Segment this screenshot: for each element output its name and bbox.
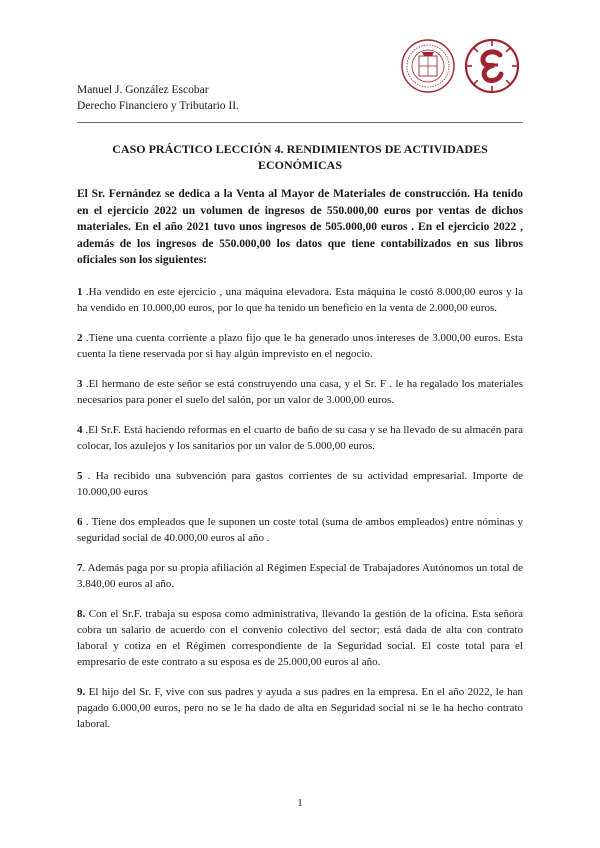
case-item-5: [77, 468, 523, 500]
case-item-2: [77, 330, 523, 362]
faculty-emblem-icon: [464, 38, 520, 94]
case-items-list: [77, 284, 523, 746]
case-item-text: . Tiene dos empleados que le suponen un coste total (suma de ambos empleados) entre nóminas y seguridad social de 40.000,00 euros al año .: [77, 516, 523, 544]
case-item-9: [77, 684, 523, 732]
case-item-number: 1: [77, 286, 83, 298]
header-divider: [77, 122, 523, 123]
case-item-text: El hijo del Sr. F, vive con sus padres y ayuda a sus padres en la empresa. En el año 2022, le han pagado 6.000,00 euros, pero no se le ha dado de alta en Seguridad social ni se le ha hecho contrato laboral.: [77, 686, 523, 730]
document-title: CASO PRÁCTICO LECCIÓN 4. RENDIMIENTOS DE ACTIVIDADES ECONÓMICAS: [112, 142, 488, 172]
case-item-text: .El hermano de este señor se está construyendo una casa, y el Sr. F . le ha regalado los materiales necesarios para poner el suelo del salón, por un valor de 3.000,00 euros.: [77, 378, 523, 406]
case-item-number: 6: [77, 516, 83, 528]
case-item-8: [77, 606, 523, 670]
course-name: Derecho Financiero y Tributario II.: [77, 100, 239, 112]
case-item-text: .Ha vendido en este ejercicio , una máquina elevadora. Esta máquina le costó 8.000,00 euros y la ha vendido en 10.000,00 euros, por lo que ha tenido un beneficio en la venta de 2.000,00 euros.: [77, 286, 523, 314]
case-item-number: 5: [77, 470, 83, 482]
case-item-1: [77, 284, 523, 316]
case-item-text: Con el Sr.F. trabaja su esposa como administrativa, llevando la gestión de la oficina. Esta señora cobra un salario de acuerdo con el convenio colectivo del sector; está dada de alta con contrato laboral y cotiza en el Régimen correspondiente de la Seguridad social. El coste total para el empresario de este contrato a su esposa es de 25.000,00 euros al año.: [77, 608, 523, 668]
case-item-number: 4: [77, 424, 83, 436]
case-item-text: . Ha recibido una subvención para gastos corrientes de su actividad empresarial. Importe de 10.000,00 euros: [77, 470, 523, 498]
case-item-3: [77, 376, 523, 408]
case-item-number: 2: [77, 332, 83, 344]
case-item-text: .Tiene una cuenta corriente a plazo fijo que le ha generado unos intereses de 3.000,00 euros. Esta cuenta la tiene reservada por si hay algún imprevisto en el negocio.: [77, 332, 523, 360]
case-item-4: [77, 422, 523, 454]
page-number: 1: [297, 797, 303, 809]
case-intro: El Sr. Fernández se dedica a la Venta al Mayor de Materiales de construcción. Ha tenido en el ejercicio 2022 un volumen de ingresos de 550.000,00 euros por ventas de dichos materiales. En el año 2021 tuvo unos ingresos de 505.000,00 euros . En el ejercicio 2022 , además de los ingresos de 550.000,00 los datos que tiene contabilizados en sus libros oficiales son los siguientes:: [77, 188, 523, 266]
case-item-text: .El Sr.F. Está haciendo reformas en el cuarto de baño de su casa y se ha llevado de su almacén para colocar, los azulejos y los sanitarios por un valor de 5.000,00 euros.: [77, 424, 523, 452]
case-item-number: 3: [77, 378, 83, 390]
case-item-7: [77, 560, 523, 592]
case-item-number: 8.: [77, 608, 86, 620]
case-item-6: [77, 514, 523, 546]
document-header: [77, 82, 239, 114]
author-name: Manuel J. González Escobar: [77, 84, 209, 96]
university-logos: [400, 38, 520, 94]
case-item-number: 7: [77, 562, 83, 574]
case-item-text: . Además paga por su propia afiliación al Régimen Especial de Trabajadores Autónomos un total de 3.840,00 euros al año.: [77, 562, 523, 590]
case-item-number: 9.: [77, 686, 86, 698]
